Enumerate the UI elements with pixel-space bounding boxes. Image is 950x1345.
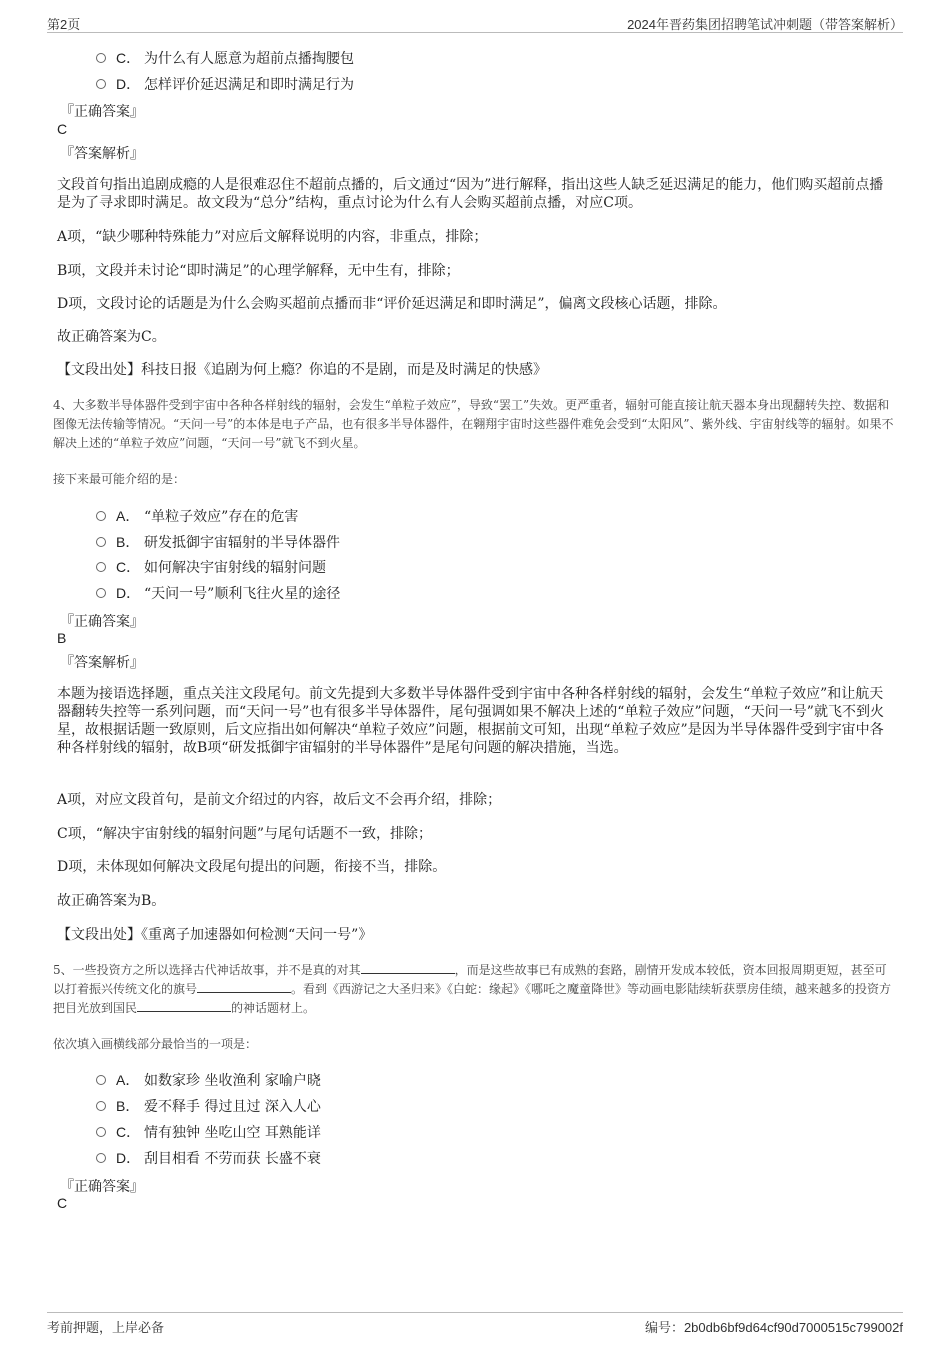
q4-analysis-d: D项，未体现如何解决文段尾句提出的问题，衔接不当，排除。 <box>57 859 447 875</box>
q3-option-d[interactable]: D． 怎样评价延迟满足和即时满足行为 <box>96 74 354 94</box>
radio-icon[interactable] <box>96 562 106 572</box>
q5-stem: 5、一些投资方之所以选择古代神话故事，并不是真的对其 ，而是这些故事已有成熟的套路，剧情开发成本较低，资本回报周期更短，甚至可以打着振兴传统文化的旗号 。看到《西游记之大圣归来》《白蛇：缘起》《哪吒之魔童降世》等动画电影陆续斩获票房佳绩，越来越多的投资方把目光放到国民 的神话题材上。 <box>53 963 892 1015</box>
document-title: 2024年晋药集团招聘笔试冲刺题（带答案解析） <box>627 17 903 32</box>
radio-icon[interactable] <box>96 1075 106 1085</box>
q4-option-a[interactable]: A． “单粒子效应”存在的危害 <box>96 506 298 526</box>
radio-icon[interactable] <box>96 537 106 547</box>
q5-prompt: 依次填入画横线部分最恰当的一项是： <box>53 1037 258 1051</box>
q4-analysis-conclusion: 故正确答案为B。 <box>57 893 166 909</box>
q3-source: 【文段出处】科技日报《追剧为何上瘾？你追的不是剧，而是及时满足的快感》 <box>57 362 547 378</box>
correct-answer-label: 『正确答案』 <box>60 1179 144 1195</box>
page-footer <box>47 1312 903 1333</box>
q5-answer: C <box>57 1195 68 1211</box>
q4-option-b[interactable]: B． 研发抵御宇宙辐射的半导体器件 <box>96 532 340 552</box>
q4-stem: 4、大多数半导体器件受到宇宙中各种各样射线的辐射，会发生“单粒子效应”，导致“罢工”失效。更严重者，辐射可能直接让航天器本身出现翻转失控、数据和图像无法传输等情况。“天问一号”的本体是电子产品，也有很多半导体器件，在翱翔宇宙时这些器件难免会受到“太阳风”、紫外线、宇宙射线等的辐射。如果不解决上述的“单粒子效应”问题，“天问一号”就飞不到火星。 <box>53 398 894 450</box>
radio-icon[interactable] <box>96 1101 106 1111</box>
q4-analysis-c: C项，“解决宇宙射线的辐射问题”与尾句话题不一致，排除； <box>57 826 433 842</box>
q4-source: 【文段出处】《重离子加速器如何检测“天问一号”》 <box>57 927 373 943</box>
q4-option-c[interactable]: C． 如何解决宇宙射线的辐射问题 <box>96 557 326 577</box>
q3-analysis-main: 文段首句指出追剧成瘾的人是很难忍住不超前点播的，后文通过“因为”进行解释，指出这些人缺乏延迟满足的能力，他们购买超前点播是为了寻求即时满足。故文段为“总分”结构，重点讨论为什么有人会购买超前点播，对应C项。 <box>57 177 884 211</box>
q5-option-c[interactable]: C． 情有独钟 坐吃山空 耳熟能详 <box>96 1122 321 1142</box>
footer-slogan: 考前押题，上岸必备 <box>47 1320 165 1335</box>
analysis-label: 『答案解析』 <box>60 655 144 671</box>
q4-answer: B <box>57 630 67 646</box>
blank-line <box>197 980 291 993</box>
page-header <box>47 12 903 33</box>
radio-icon[interactable] <box>96 1153 106 1163</box>
radio-icon[interactable] <box>96 588 106 598</box>
blank-line <box>361 961 455 974</box>
q3-option-c[interactable]: C． 为什么有人愿意为超前点播掏腰包 <box>96 48 354 68</box>
q3-analysis-b: B项，文段并未讨论“即时满足”的心理学解释，无中生有，排除； <box>57 263 460 279</box>
q5-option-b[interactable]: B． 爱不释手 得过且过 深入人心 <box>96 1096 321 1116</box>
q3-analysis-a: A项，“缺少哪种特殊能力”对应后文解释说明的内容，非重点，排除； <box>57 229 488 245</box>
q3-analysis-d: D项，文段讨论的话题是为什么会购买超前点播而非“评价延迟满足和即时满足”，偏离文段核心话题，排除。 <box>57 296 727 312</box>
correct-answer-label: 『正确答案』 <box>60 104 144 120</box>
radio-icon[interactable] <box>96 53 106 63</box>
radio-icon[interactable] <box>96 511 106 521</box>
analysis-label: 『答案解析』 <box>60 146 144 162</box>
q4-analysis-main: 本题为接语选择题，重点关注文段尾句。前文先提到大多数半导体器件受到宇宙中各种各样射线的辐射，会发生“单粒子效应”和让航天器翻转失控等一系列问题，而“天问一号”也有很多半导体器件，尾句强调如果不解决上述的“单粒子效应”问题，“天问一号”就飞不到火星，故根据话题一致原则，后文应指出如何解决“单粒子效应”问题，根据前文可知，出现“单粒子效应”是因为半导体器件受到宇宙中各种各样射线的辐射，故B项“研发抵御宇宙辐射的半导体器件”是尾句问题的解决措施，当选。 <box>57 686 884 756</box>
radio-icon[interactable] <box>96 79 106 89</box>
document-code: 编号：2b0db6bf9d64cf90d7000515c799002f <box>644 1320 903 1335</box>
q4-option-d[interactable]: D． “天问一号”顺利飞往火星的途径 <box>96 583 340 603</box>
q5-option-d[interactable]: D． 刮目相看 不劳而获 长盛不衰 <box>96 1148 321 1168</box>
q4-analysis-a: A项，对应文段首句，是前文介绍过的内容，故后文不会再介绍，排除； <box>57 792 502 808</box>
q3-analysis-conclusion: 故正确答案为C。 <box>57 329 166 345</box>
q3-answer: C <box>57 121 68 137</box>
blank-line <box>137 999 231 1012</box>
radio-icon[interactable] <box>96 1127 106 1137</box>
q5-option-a[interactable]: A． 如数家珍 坐收渔利 家喻户晓 <box>96 1070 321 1090</box>
correct-answer-label: 『正确答案』 <box>60 614 144 630</box>
page-number: 第2页 <box>47 17 81 32</box>
q4-prompt: 接下来最可能介绍的是： <box>53 472 186 486</box>
